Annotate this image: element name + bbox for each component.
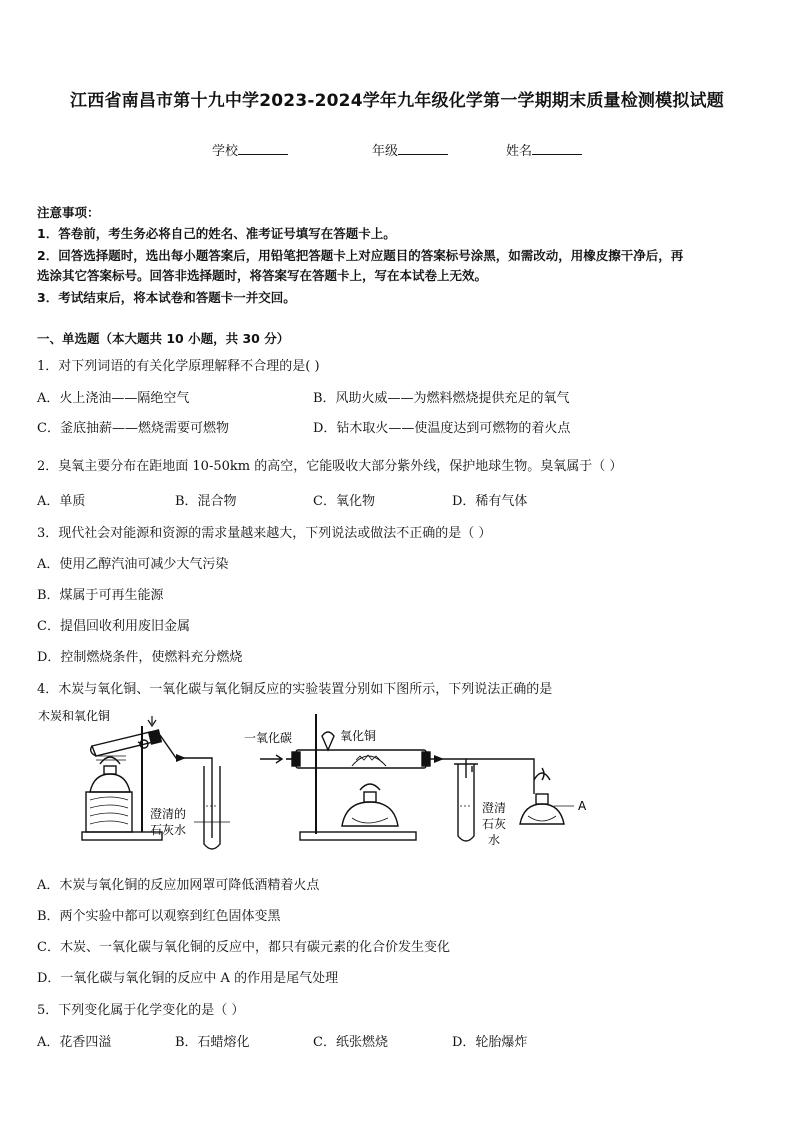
notice-item-2: 2．回答选择题时，选出每小题答案后，用铅笔把答题卡上对应题目的答案标号涂黑，如需改动，用橡皮擦干净后，再 [37, 248, 684, 263]
school-field[interactable] [212, 140, 288, 159]
question-5-option-d[interactable]: D．轮胎爆炸 [452, 1035, 528, 1050]
question-3-option-c[interactable]: C．提倡回收利用废旧金属 [37, 619, 190, 634]
wooden-block [86, 792, 132, 832]
question-5-option-a[interactable]: A．花香四溢 [37, 1035, 112, 1050]
notice-heading: 注意事项： [37, 205, 100, 220]
question-4-stem: 4．木炭与氧化铜、一氧化碳与氧化铜反应的实验装置分别如下图所示，下列说法正确的是 [37, 682, 553, 697]
name-blank[interactable] [532, 142, 582, 155]
left-limewater-label-1: 澄清的 [150, 807, 187, 821]
label-a: A [578, 799, 587, 813]
section-title: 一、单选题（本大题共 10 小题，共 30 分） [37, 331, 290, 346]
grade-field[interactable] [372, 140, 448, 159]
left-test-tube [92, 732, 153, 756]
question-5-option-b[interactable]: B．石蜡熔化 [175, 1035, 250, 1050]
copper-oxide-label: 氧化铜 [340, 729, 377, 743]
question-5-stem: 5．下列变化属于化学变化的是（ ） [37, 1003, 245, 1018]
question-1-option-b[interactable]: B．风助火威——为燃料燃烧提供充足的氧气 [313, 391, 570, 406]
question-1-option-c[interactable]: C．釜底抽薪——燃烧需要可燃物 [37, 421, 229, 436]
carbon-monoxide-label: 一氧化碳 [244, 731, 293, 745]
question-3-option-a[interactable]: A．使用乙醇汽油可减少大气污染 [37, 557, 229, 572]
question-2-option-a[interactable]: A．单质 [37, 494, 86, 509]
school-blank[interactable] [238, 142, 288, 155]
question-1-option-a[interactable]: A．火上浇油——隔绝空气 [37, 391, 190, 406]
question-4-option-c[interactable]: C．木炭、一氧化碳与氧化铜的反应中，都只有碳元素的化合价发生变化 [37, 940, 450, 955]
left-limewater-label-2: 石灰水 [150, 823, 187, 837]
question-4-option-b[interactable]: B．两个实验中都可以观察到红色固体变黑 [37, 909, 281, 924]
question-4-option-d[interactable]: D．一氧化碳与氧化铜的反应中 A 的作用是尾气处理 [37, 971, 339, 986]
left-figure-label: 木炭和氧化铜 [38, 709, 111, 723]
question-1-stem: 1．对下列词语的有关化学原理解释不合理的是( ) [37, 359, 320, 374]
question-2-option-c[interactable]: C．氧化物 [313, 494, 375, 509]
question-5-option-c[interactable]: C．纸张燃烧 [313, 1035, 388, 1050]
right-alcohol-lamp [342, 802, 398, 826]
grade-label: 年级 [372, 144, 399, 159]
notice-item-1: 1．答卷前，考生务必将自己的姓名、准考证号填写在答题卡上。 [37, 226, 396, 241]
right-stand-base [300, 832, 416, 840]
question-2-option-d[interactable]: D．稀有气体 [452, 494, 528, 509]
question-3-option-d[interactable]: D．控制燃烧条件，使燃料充分燃烧 [37, 650, 243, 665]
notice-item-2-cont: 选涂其它答案标号。回答非选择题时，将答案写在答题卡上，写在本试卷上无效。 [37, 268, 488, 283]
left-alcohol-lamp [90, 774, 130, 792]
question-2-option-b[interactable]: B．混合物 [175, 494, 237, 509]
question-2-stem: 2．臭氧主要分布在距地面 10-50km 的高空，它能吸收大部分紫外线，保护地球生物。臭氧属于（ ） [37, 459, 623, 474]
right-limewater-label-3: 水 [488, 833, 501, 847]
question-4-option-a[interactable]: A．木炭与氧化铜的反应加网罩可降低酒精着火点 [37, 878, 320, 893]
name-label: 姓名 [506, 144, 533, 159]
question-3-stem: 3．现代社会对能源和资源的需求量越来越大，下列说法或做法不正确的是（ ） [37, 526, 492, 541]
right-limewater-label-1: 澄清 [482, 801, 507, 815]
notice-item-3: 3．考试结束后，将本试卷和答题卡一并交回。 [37, 290, 296, 305]
question-3-option-b[interactable]: B．煤属于可再生能源 [37, 588, 164, 603]
question-1-option-d[interactable]: D．钻木取火——使温度达到可燃物的着火点 [313, 421, 571, 436]
school-label: 学校 [212, 144, 239, 159]
page-title: 江西省南昌市第十九中学2023-2024学年九年级化学第一学期期末质量检测模拟试题 [70, 91, 724, 111]
grade-blank[interactable] [398, 142, 448, 155]
right-limewater-label-2: 石灰 [482, 817, 507, 831]
experiment-figure [34, 706, 774, 866]
name-field[interactable] [506, 140, 582, 159]
